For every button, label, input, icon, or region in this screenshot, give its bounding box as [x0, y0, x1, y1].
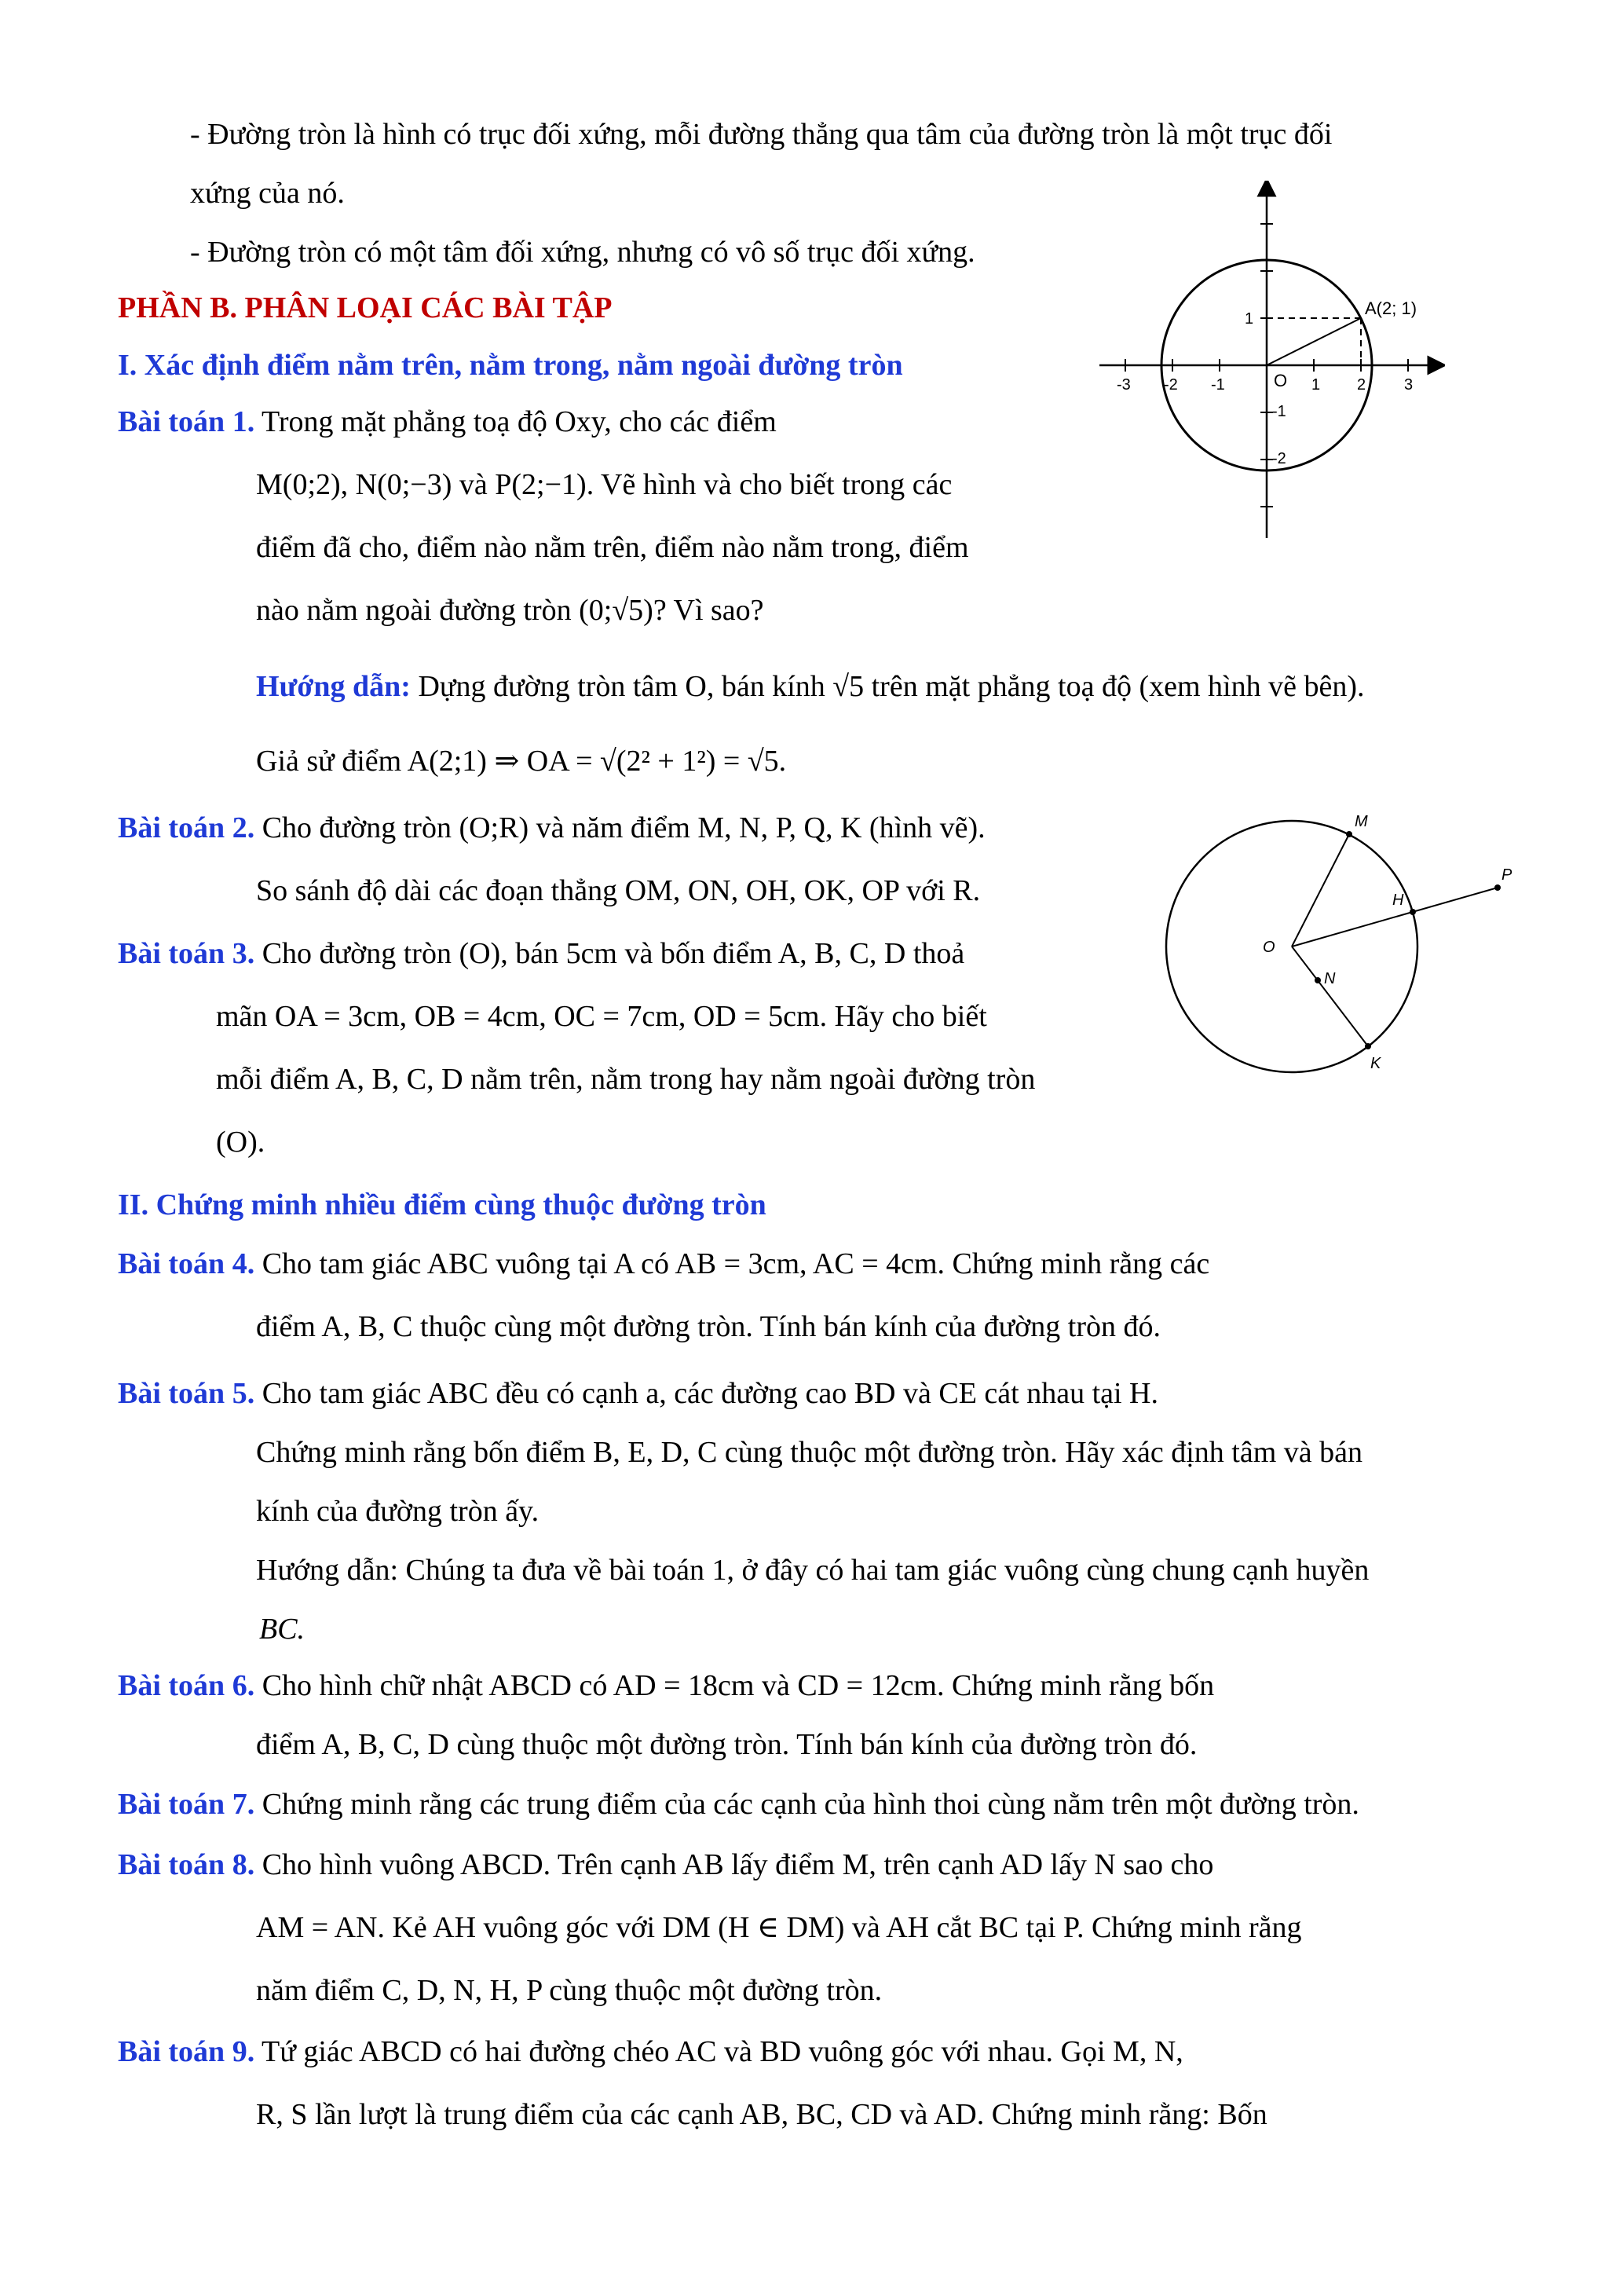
- x-tick--2: -2: [1164, 376, 1178, 394]
- problem-1-line-3: điểm đã cho, điểm nào nằm trên, điểm nào nằm trong, điểm: [256, 531, 969, 564]
- intro-line-3: - Đường tròn có một tâm đối xứng, nhưng có vô số trục đối xứng.: [190, 236, 975, 269]
- problem-3-line-4: (O).: [216, 1126, 265, 1159]
- section-2-heading: II. Chứng minh nhiều điểm cùng thuộc đường tròn: [118, 1188, 766, 1221]
- problem-6-label: Bài toán 6.: [118, 1669, 255, 1702]
- problem-1-line-1: Bài toán 1. Trong mặt phẳng toạ độ Oxy, cho các điểm: [118, 405, 777, 438]
- problem-2-line-1: Bài toán 2. Cho đường tròn (O;R) và năm điểm M, N, P, Q, K (hình vẽ).: [118, 811, 986, 844]
- problem-5-line-2: Chứng minh rằng bốn điểm B, E, D, C cùng thuộc một đường tròn. Hãy xác định tâm và bán: [256, 1436, 1363, 1469]
- problem-3-label: Bài toán 3.: [118, 937, 255, 970]
- x-tick--1: -1: [1211, 376, 1225, 394]
- x-tick--3: -3: [1117, 376, 1131, 394]
- point-N: [1315, 977, 1321, 983]
- problem-8-line-2: AM = AN. Kẻ AH vuông góc với DM (H ∈ DM) và AH cắt BC tại P. Chứng minh rằng: [256, 1911, 1302, 1944]
- intro-line-2: xứng của nó.: [190, 177, 345, 210]
- y-tick-1: 1: [1245, 310, 1254, 328]
- intro-line-1: - Đường tròn là hình có trục đối xứng, mỗi đường thẳng qua tâm của đường tròn là một trục đối: [190, 118, 1333, 151]
- point-K: [1365, 1043, 1371, 1049]
- problem-1-label: Bài toán 1.: [118, 405, 255, 438]
- part-b-heading: PHẦN B. PHÂN LOẠI CÁC BÀI TẬP: [118, 291, 613, 324]
- y-tick--2: -2: [1272, 450, 1286, 467]
- problem-5-line-3: kính của đường tròn ấy.: [256, 1495, 540, 1528]
- label-N: N: [1324, 970, 1336, 987]
- label-K: K: [1370, 1055, 1381, 1072]
- x-tick-3: 3: [1404, 376, 1414, 394]
- circle-points-figure: [1131, 801, 1516, 1092]
- segment-OA: [1267, 318, 1361, 365]
- problem-9-label: Bài toán 9.: [118, 2035, 255, 2068]
- segment-OK: [1292, 947, 1368, 1046]
- problem-2-line-2: So sánh độ dài các đoạn thẳng OM, ON, OH, OK, OP với R.: [256, 874, 981, 907]
- problem-5-line-1: Bài toán 5. Cho tam giác ABC đều có cạnh a, các đường cao BD và CE cát nhau tại H.: [118, 1377, 1159, 1410]
- problem-6-line-2: điểm A, B, C, D cùng thuộc một đường tròn. Tính bán kính của đường tròn đó.: [256, 1728, 1198, 1761]
- problem-9-line-2: R, S lần lượt là trung điểm của các cạnh AB, BC, CD và AD. Chứng minh rằng: Bốn: [256, 2098, 1267, 2131]
- problem-3-line-2: mãn OA = 3cm, OB = 4cm, OC = 7cm, OD = 5cm. Hãy cho biết: [216, 1000, 987, 1033]
- segment-OM: [1292, 834, 1349, 947]
- problem-5-line-4: Hướng dẫn: Chúng ta đưa về bài toán 1, ở đây có hai tam giác vuông cùng chung cạnh huyền: [256, 1554, 1370, 1587]
- problem-1-hint: Hướng dẫn: Dựng đường tròn tâm O, bán kính √5 trên mặt phẳng toạ độ (xem hình vẽ bên).: [256, 670, 1365, 703]
- problem-1-hint-line-2: Giả sử điểm A(2;1) ⇒ OA = √(2² + 1²) = √5.: [256, 745, 787, 778]
- x-tick-1: 1: [1311, 376, 1321, 394]
- x-tick-2: 2: [1357, 376, 1366, 394]
- problem-7-label: Bài toán 7.: [118, 1788, 255, 1821]
- problem-8-line-3: năm điểm C, D, N, H, P cùng thuộc một đường tròn.: [256, 1974, 883, 2007]
- point-M: [1346, 831, 1352, 837]
- problem-8-label: Bài toán 8.: [118, 1848, 255, 1881]
- point-H: [1410, 909, 1416, 915]
- problem-4-label: Bài toán 4.: [118, 1247, 255, 1280]
- section-1-heading: I. Xác định điểm nằm trên, nằm trong, nằm ngoài đường tròn: [118, 349, 903, 382]
- y-tick--1: -1: [1272, 403, 1286, 420]
- problem-5-line-5: BC.: [259, 1613, 305, 1646]
- problem-6-line-1: Bài toán 6. Cho hình chữ nhật ABCD có AD = 18cm và CD = 12cm. Chứng minh rằng bốn: [118, 1669, 1215, 1702]
- hint-label: Hướng dẫn:: [256, 670, 411, 703]
- problem-5-label: Bài toán 5.: [118, 1377, 255, 1410]
- point-P: [1494, 884, 1501, 891]
- coordinate-circle-figure: [1084, 181, 1445, 542]
- problem-4-line-2: điểm A, B, C thuộc cùng một đường tròn. Tính bán kính của đường tròn đó.: [256, 1310, 1161, 1343]
- label-P: P: [1501, 866, 1512, 884]
- problem-1-line-2: M(0;2), N(0;−3) và P(2;−1). Vẽ hình và cho biết trong các: [256, 468, 953, 501]
- label-O: O: [1263, 939, 1275, 956]
- origin-label: O: [1274, 371, 1288, 390]
- point-A-label: A(2; 1): [1365, 298, 1417, 318]
- problem-7-line-1: Bài toán 7. Chứng minh rằng các trung điểm của các cạnh của hình thoi cùng nằm trên một đường tròn.: [118, 1788, 1359, 1821]
- label-M: M: [1355, 813, 1368, 830]
- problem-4-line-1: Bài toán 4. Cho tam giác ABC vuông tại A có AB = 3cm, AC = 4cm. Chứng minh rằng các: [118, 1247, 1210, 1280]
- problem-3-line-3: mỗi điểm A, B, C, D nằm trên, nằm trong hay nằm ngoài đường tròn: [216, 1063, 1036, 1096]
- problem-8-line-1: Bài toán 8. Cho hình vuông ABCD. Trên cạnh AB lấy điểm M, trên cạnh AD lấy N sao cho: [118, 1848, 1214, 1881]
- problem-9-line-1: Bài toán 9. Tứ giác ABCD có hai đường chéo AC và BD vuông góc với nhau. Gọi M, N,: [118, 2035, 1183, 2068]
- problem-1-line-4: nào nằm ngoài đường tròn (0;√5)? Vì sao?: [256, 594, 764, 627]
- label-H: H: [1392, 892, 1404, 909]
- problem-2-label: Bài toán 2.: [118, 811, 255, 844]
- problem-3-line-1: Bài toán 3. Cho đường tròn (O), bán 5cm và bốn điểm A, B, C, D thoả: [118, 937, 965, 970]
